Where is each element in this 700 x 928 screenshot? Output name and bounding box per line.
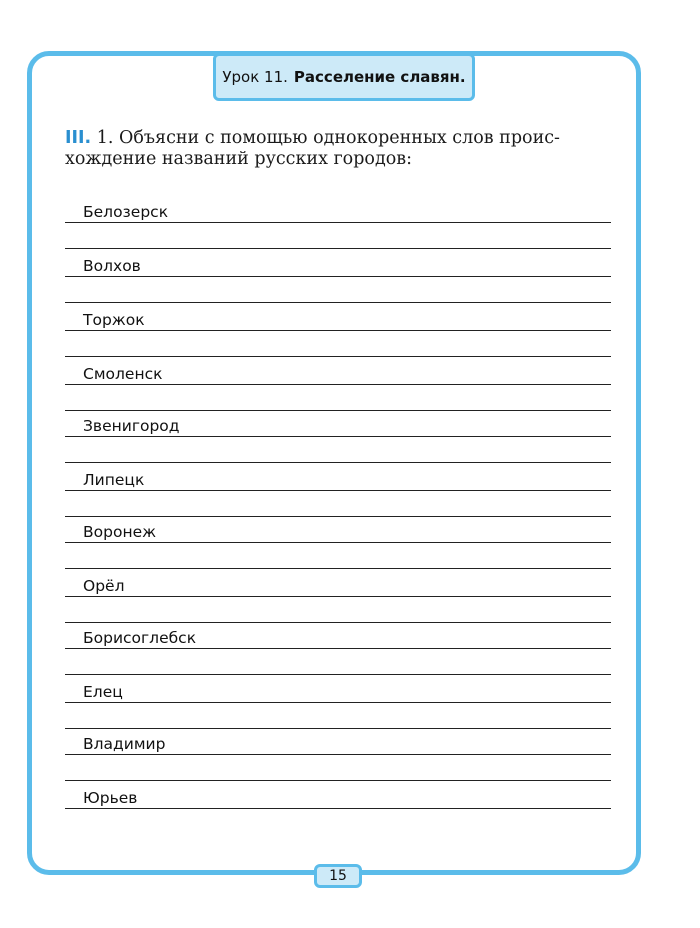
answer-line[interactable] — [65, 596, 611, 597]
city-label: Белозерск — [83, 203, 172, 221]
city-label: Борисоглебск — [83, 629, 200, 647]
lesson-number: Урок 11. — [222, 68, 288, 86]
answer-row-elets[interactable] — [65, 680, 611, 702]
answer-line[interactable] — [65, 462, 611, 463]
answer-line[interactable] — [65, 516, 611, 517]
task-section-number: III. — [65, 128, 92, 148]
answer-line[interactable] — [65, 728, 611, 729]
answer-row-borisoglebsk[interactable] — [65, 626, 611, 648]
answer-line[interactable] — [65, 754, 611, 755]
answer-row-smolensk[interactable] — [65, 362, 611, 384]
task-statement — [65, 128, 611, 170]
city-label: Звенигород — [83, 417, 183, 435]
city-label: Воронеж — [83, 523, 160, 541]
city-label: Смоленск — [83, 365, 166, 383]
answer-line[interactable] — [65, 568, 611, 569]
answer-row-volkhov[interactable] — [65, 254, 611, 276]
answer-row-zvenigorod[interactable] — [65, 414, 611, 436]
task-line-1 — [65, 128, 611, 149]
answer-line[interactable] — [65, 702, 611, 703]
answer-row-yuryev[interactable] — [65, 786, 611, 808]
answer-row-belozersk[interactable] — [65, 200, 611, 222]
city-label: Елец — [83, 683, 127, 701]
city-label: Липецк — [83, 471, 148, 489]
city-label: Владимир — [83, 735, 169, 753]
answer-line[interactable] — [65, 222, 611, 223]
lesson-topic: Расселение славян. — [293, 68, 466, 86]
answer-row-voronezh[interactable] — [65, 520, 611, 542]
answer-line[interactable] — [65, 780, 611, 781]
answer-line[interactable] — [65, 410, 611, 411]
city-label: Торжок — [83, 311, 149, 329]
answer-line[interactable] — [65, 490, 611, 491]
answer-line[interactable] — [65, 622, 611, 623]
task-text-1: 1. Объясни с помощью однокоренных слов проис- — [96, 128, 560, 148]
answer-row-torzhok[interactable] — [65, 308, 611, 330]
answer-line[interactable] — [65, 674, 611, 675]
answer-line[interactable] — [65, 330, 611, 331]
answer-line[interactable] — [65, 808, 611, 809]
answer-row-lipetsk[interactable] — [65, 468, 611, 490]
city-label: Волхов — [83, 257, 145, 275]
answer-line[interactable] — [65, 248, 611, 249]
lesson-header — [213, 53, 475, 101]
answer-line[interactable] — [65, 436, 611, 437]
answer-row-oryol[interactable] — [65, 574, 611, 596]
page-number: 15 — [314, 864, 362, 888]
answer-line[interactable] — [65, 384, 611, 385]
city-label: Юрьев — [83, 789, 141, 807]
answer-row-vladimir[interactable] — [65, 732, 611, 754]
answer-line[interactable] — [65, 542, 611, 543]
task-text-2: хождение названий русских городов: — [65, 149, 413, 169]
answer-line[interactable] — [65, 356, 611, 357]
answer-line[interactable] — [65, 276, 611, 277]
answer-line[interactable] — [65, 648, 611, 649]
answer-line[interactable] — [65, 302, 611, 303]
city-label: Орёл — [83, 577, 128, 595]
